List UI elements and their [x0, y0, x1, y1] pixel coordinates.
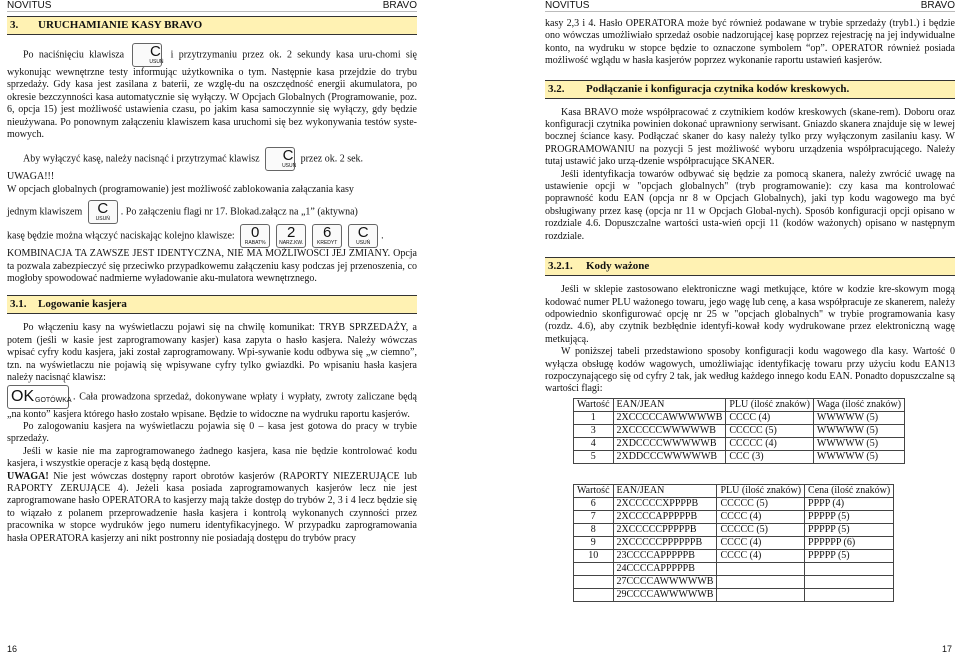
ok-key-icon: OK GOTÓWKA [7, 385, 69, 409]
paragraph: Po naciśnięciu klawisza C USUŃ i przytrzymaniu przez ok. 2 sekundy kasa uru-chomi się wykonując wewnętrzne testy informując użytkownika o tym. Następnie kasa przejdzie do trybu sprzedaży. Gdy kasa jest zasilana z baterii, ze wzglę-du na oszczędność energii akumulatora, po okresie bezczynności kasa automatycznie się wyłączy. W Opcjach Globalnych (Programowanie, poz. 6, opcja 15) jest możliwość ustawienia czasu, po jakim kasa samoczynnie się wyłączy, gdy będzie nieużywana. Po ponownym załączeniu klawiszem kasa uruchomi się bez wykonywania testów syste-mowych. [7, 43, 417, 141]
header-brand: NOVITUS [7, 0, 52, 11]
header-brand: NOVITUS [545, 0, 590, 11]
table-row: 9 2XCCCCCPPPPPPB CCCC (4) PPPPPP (6) [574, 536, 894, 549]
table-row: 3 2XCCCCCWWWWWB CCCCC (5) WWWWW (5) [574, 424, 905, 437]
table-row: 5 2XDDCCCWWWWWB CCC (3) WWWWW (5) [574, 450, 905, 463]
right-page [545, 0, 955, 602]
section-heading: 3.2. Podłączanie i konfiguracja czytnika kodów kreskowych. [545, 80, 955, 99]
page-header [7, 0, 417, 12]
section-heading: 3.2.1. Kody ważone [545, 257, 955, 276]
c-key-icon: C USUŃ [88, 200, 118, 224]
table-header-row: Wartość EAN/JEAN PLU (ilość znaków) Cena (ilość znaków) [574, 484, 894, 497]
c-key-icon: C USUŃ [265, 147, 295, 171]
table-row: 10 23CCCCAPPPPPB CCCC (4) PPPPP (5) [574, 549, 894, 562]
table-row: 6 2XCCCCCXPPPPB CCCCC (5) PPPP (4) [574, 497, 894, 510]
warning-label: UWAGA!!! [7, 171, 55, 183]
paragraph: kasy 2,3 i 4. Hasło OPERATORA może być również podawane w trybie sprzedaży (tryb1.) i będzie ono wówczas umożliwiało sprzedaż osobie nadzorującej kasę poprzez rejestrację na jej indywidualne konto, na wydruku w stopce będzie to oznaczone symbolem “op”. OPERATOR również posiada możliwość wglądu w hasła kasjerów poprzez wykonanie raportu ustawień kasjerów. [545, 18, 955, 67]
c-key-icon: C USUŃ [348, 224, 378, 248]
left-page [7, 0, 417, 545]
paragraph: W opcjach globalnych (programowanie) jest możliwość zablokowania załączania kasy [7, 183, 354, 195]
weight-code-table [573, 398, 905, 464]
paragraph: Jeśli w sklepie zastosowano elektroniczne wagi metkujące, które w kodzie kre-skowym mogą kodować numer PLU ważonego towaru, jego wagę lub cenę, a kasa współpracuje ze skanerem, należy odpowiednio skonfigurować opcję nr 25 w "opcjach globalnych" w trybie programowania kasy (rozdz. 4.6), aby czytnik bezbłędnie identyfi-kował kody wydrukowane przez elektroniczną wagę metkującą. [545, 284, 955, 345]
paragraph: W poniższej tabeli przedstawiono sposoby konfiguracji kodu wagowego dla kasy. Wartość 0 wyłącza obsługę kodów wagowych, umożliwiając identyfikację towaru przy użyciu kodu EAN13 rozpoczynającego się od cyfry 2 tak, jak według każdego innego kodu EAN. Ponadto dopuszczalne są wartości flagi: [545, 346, 955, 395]
paragraph: KOMBINACJA TA ZAWSZE JEST IDENTYCZNA, NIE MA MOŻLIWOŚCI JEJ ZMIANY. Opcja ta pozwala zabezpieczyć się przeciwko przypadkowemu załączeniu kasy podczas jej przenoszenia, co mogłoby spowodować nadmierne wyładowanie aku-mulatora wewnętrznego. [7, 248, 417, 285]
six-key-icon: 6 KREDYT [312, 224, 342, 248]
table-row: 1 2XCCCCCAWWWWWB CCCC (4) WWWWW (5) [574, 411, 905, 424]
zero-key-icon: 0 RABAT% [240, 224, 270, 248]
paragraph: Aby wyłączyć kasę, należy nacisnąć i przytrzymać klawisz C USUŃ przez ok. 2 sek. [23, 147, 364, 170]
table-row: 4 2XDCCCCWWWWWB CCCCC (4) WWWWW (5) [574, 437, 905, 450]
paragraph: OK GOTÓWKA . Cała prowadzona sprzedaż, dokonywane wpłaty i wypłaty, zwroty zaliczane będą „na konto” kasjera którego hasło zostało wpisane. Będzie to widoczne na wydruku raportu kasjerów. [7, 385, 417, 421]
paragraph: Po zalogowaniu kasjera na wyświetlaczu pojawia się 0 – kasa jest gotowa do pracy w trybie sprzedaży. [7, 420, 417, 445]
page-number-left: 16 [7, 644, 18, 654]
c-key-icon: C USUŃ [132, 43, 162, 67]
paragraph: Jeśli identyfikacja towarów odbywać się będzie za pomocą skanera, należy zwrócić uwagę na ustawienie opcji w "opcjach globalnych" (tryb programowanie): czy kasa ma kontrolować poprawność kodu EAN (opcja nr 8 w Opcjach Globalnych), jaki typ kodu wagowego ma być obsługiwany przez kasę (opcja nr 11 w Opcjach Global-nych). Sposób konfiguracji opcji opisano w rozdziale 4.6. Dopuszczalne wartości usta-wień opcji 11 (kodów ważonych) opisano w następnym rozdziale. [545, 168, 955, 242]
table-row: 27CCCCAWWWWWB [574, 575, 894, 588]
paragraph: Po włączeniu kasy na wyświetlaczu pojawi się na chwilę komunikat: TRYB SPRZEDAŻY, a potem (jeśli w kasie jest zaprogramowany kasjer) kasa zapyta o hasło kasjera. Należy wówczas wpisać cyfry kodu kasjera, jaki został zaprogramowany. Wpi-sywanie kodu odbywa się „w ciemno”, tzn. na wyświetlaczu nie pojawią się wpisywane cyfry tylko gwiazdki. Po wpisaniu hasła kasjera należy nacisnąć klawisz: [7, 322, 417, 384]
two-key-icon: 2 NARZ.KW. [276, 224, 306, 248]
price-code-table [573, 484, 894, 602]
paragraph: jednym klawiszem C USUŃ . Po załączeniu flagi nr 17. Blokad.załącz na „1” (aktywna) [7, 200, 358, 223]
section-heading: 3. URUCHAMIANIE KASY BRAVO [7, 16, 417, 35]
page-number-right: 17 [941, 644, 952, 654]
table-row: 8 2XCCCCCPPPPPB CCCCC (5) PPPPP (5) [574, 523, 894, 536]
table-row: 29CCCCAWWWWWB [574, 588, 894, 601]
paragraph: kasę będzie można włączyć naciskając kolejno klawisze: 0 RABAT% 2 NARZ.KW. 6 KREDYT C USUŃ . [7, 224, 384, 247]
paragraph: Kasa BRAVO może współpracować z czytnikiem kodów kreskowych (skane-rem). Doboru oraz konfiguracji czytnika powinien dokonać uprawniony serwisant. Gniazdo skanera znajduje się w lewej bocznej ściance kasy. Podłączać skaner do kasy należy tylko przy wyłączonym zasilaniu kasy. W PROGRAMOWANIU na pozycji 5 jest możliwość wyboru urządzenia współpracującego. Należy tutaj ustawić jako urzą-dzenie współpracujące SKANER. [545, 106, 955, 168]
header-model: BRAVO [920, 0, 955, 11]
page-header [545, 0, 955, 12]
section-heading: 3.1. Logowanie kasjera [7, 295, 417, 314]
table-row: 24CCCCAPPPPPB [574, 562, 894, 575]
paragraph: Jeśli w kasie nie ma zaprogramowanego żadnego kasjera, kasa nie będzie kontrolować kodu kasjera, i wszystkie operacje z kasą będą dostępne. [7, 445, 417, 470]
table-header-row: Wartość EAN/JEAN PLU (ilość znaków) Waga (ilość znaków) [574, 398, 905, 411]
table-row: 7 2XCCCCAPPPPPB CCCC (4) PPPPP (5) [574, 510, 894, 523]
header-model: BRAVO [382, 0, 417, 11]
paragraph: UWAGA! Nie jest wówczas dostępny raport obrotów kasjerów (RAPORTY NIEZERUJĄCE lub RAPORTY ZERUJĄCE 4). Jeżeli kasa posiada zaprogramowanych kasjerów lecz nie jest zaprogramowane hasło OPERATORA to kasjerzy mają także dostęp do trybów 2, 3 i 4 lecz będzie się to wiązało z polanem przeprowadzenie hasła kasjera i kontrolą wykonanych czynności przez pracownika w stopce wydruków jego numeru identyfikacyjnego. W przypadku zaprogramowania hasła OPERATORA kasjerzy ani nikt postronny nie posiadają dostępu do trybów pracy [7, 470, 417, 544]
